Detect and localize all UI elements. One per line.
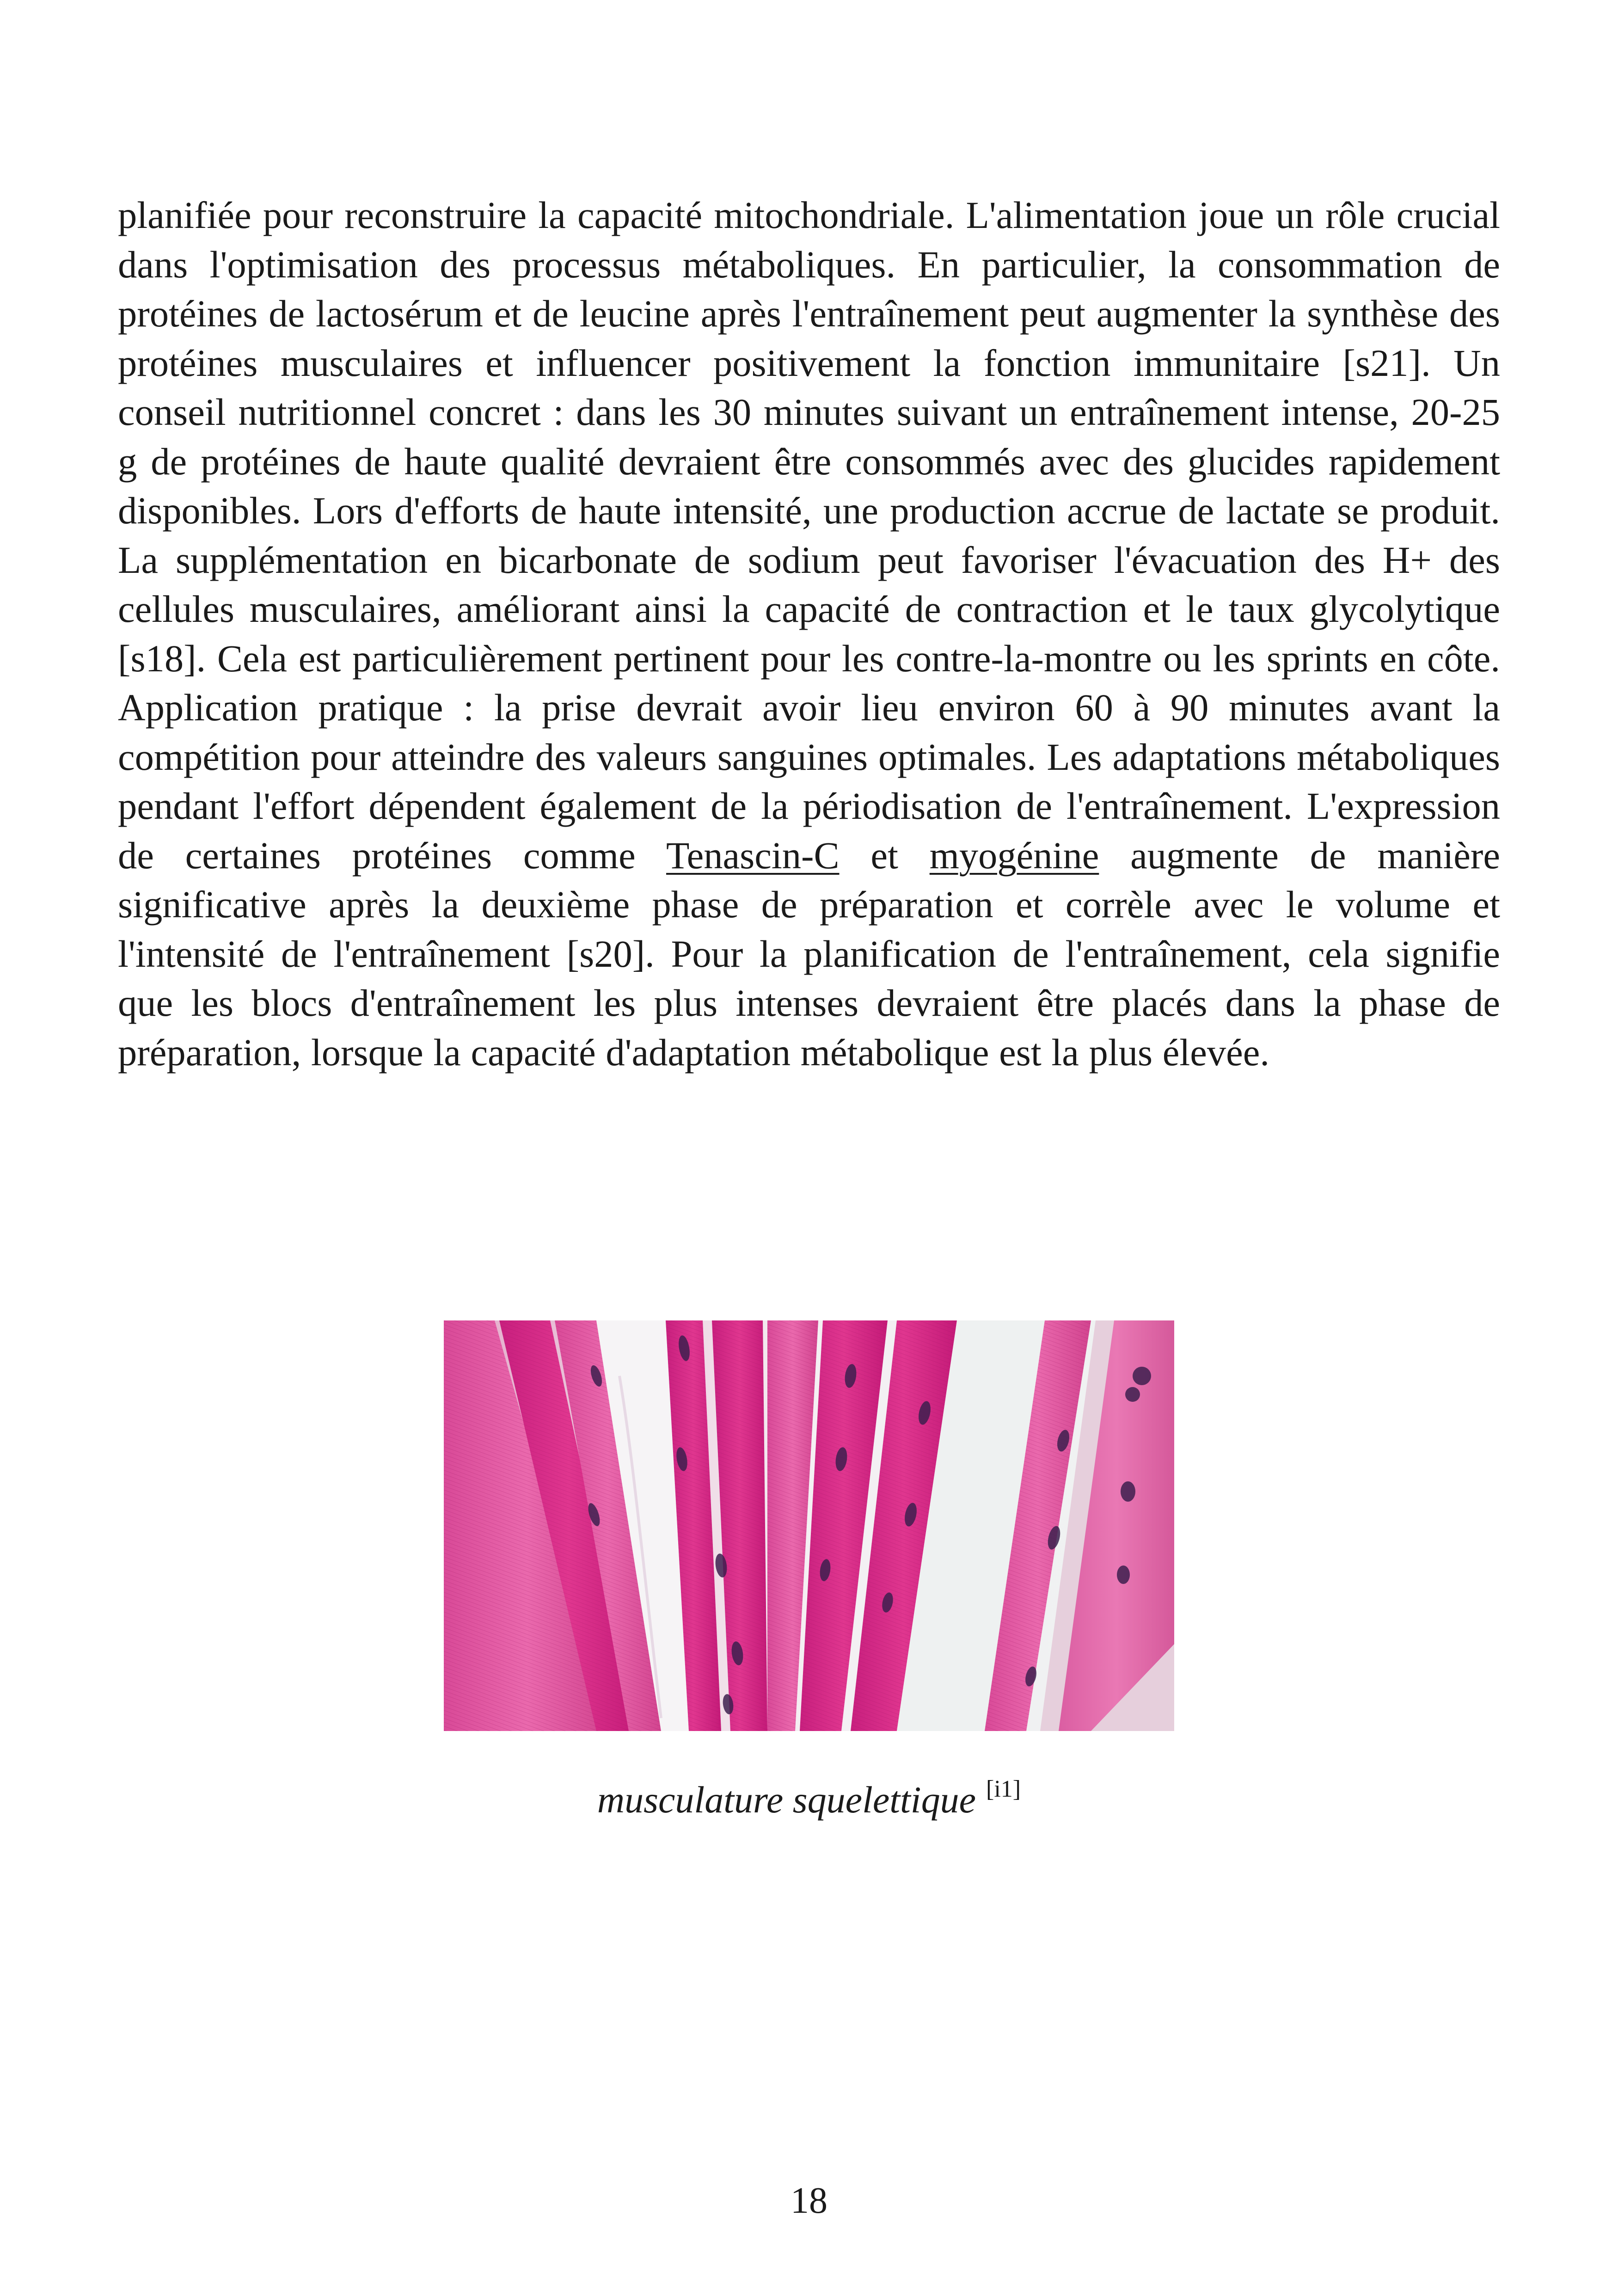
caption-text: musculature squelettique bbox=[597, 1779, 976, 1821]
body-paragraph bbox=[118, 190, 1500, 1077]
myogenine-link[interactable]: myogénine bbox=[929, 834, 1099, 877]
paragraph-text-1: planifiée pour reconstruire la capacité mitochondriale. L'alimentation joue un rôle crucial dans l'optimisation des processus métaboliques. En particulier, la consommation de protéines de lactosérum et de leucine après l'entraînement peut augmenter la synthèse des protéines musculaires et influencer positivement la fonction immunitaire [s21]. Un conseil nutritionnel concret : dans les 30 minutes suivant un entraînement intense, 20-25 g de protéines de haute qualité devraient être consommés avec des glucides rapidement disponibles. Lors d'efforts de haute intensité, une production accrue de lactate se produit. La supplémentation en bicarbonate de sodium peut favoriser l'évacuation des H+ des cellules musculaires, améliorant ainsi la capacité de contraction et le taux glycolytique [s18]. Cela est particulièrement pertinent pour les contre-la-montre ou les sprints en côte. Application pratique : la prise devrait avoir lieu environ 60 à 90 minutes avant la compétition pour atteindre des valeurs sanguines optimales. Les adaptations métaboliques pendant l'effort dépendent également de la périodisation de l'entraînement. L'expression de certaines protéines comme bbox=[118, 194, 1500, 877]
tenascin-link[interactable]: Tenascin-C bbox=[666, 834, 840, 877]
paragraph-text-3: augmente de manière significative après la deuxième phase de préparation et corrèle avec le volume et l'intensité de l'entraînement [s20]. Pour la planification de l'entraînement, cela signifie que les blocs d'entraînement les plus intenses devraient être placés dans la phase de préparation, lorsque la capacité d'adaptation métabolique est la plus élevée. bbox=[118, 834, 1500, 1074]
paragraph-text-2: et bbox=[839, 834, 930, 877]
caption-reference[interactable]: [i1] bbox=[986, 1776, 1021, 1802]
muscle-histology-image bbox=[444, 1320, 1174, 1731]
figure-caption bbox=[0, 1766, 1618, 1823]
page-number: 18 bbox=[791, 2180, 827, 2221]
skeletal-muscle-micrograph bbox=[444, 1320, 1174, 1731]
